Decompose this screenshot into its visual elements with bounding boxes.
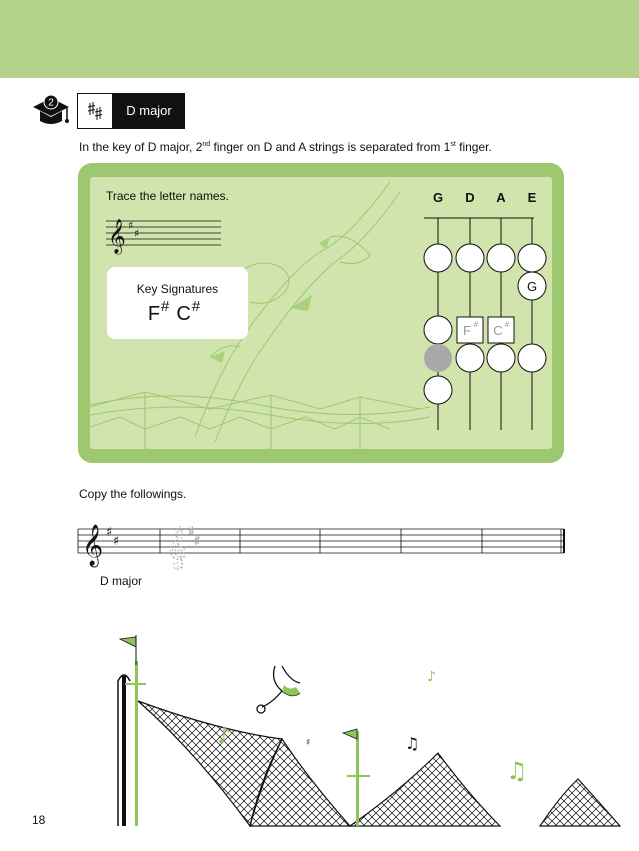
finger-dot bbox=[424, 316, 452, 344]
string-label-a: A bbox=[496, 190, 506, 205]
top-band bbox=[0, 0, 639, 78]
finger-note-f: F bbox=[463, 323, 471, 338]
finger-dot bbox=[487, 344, 515, 372]
key-signature-box bbox=[77, 93, 113, 129]
treble-clef-icon: 𝄞 bbox=[82, 525, 104, 566]
copy-staff bbox=[78, 515, 568, 575]
sharp-f-icon: ♯ bbox=[128, 219, 134, 232]
fingerboard-diagram bbox=[410, 202, 550, 449]
finger-dot-gray bbox=[424, 344, 452, 372]
sharp-icon: ♯ bbox=[306, 738, 311, 748]
key-label: D major bbox=[113, 93, 185, 129]
music-note-icon: ♪ bbox=[217, 724, 232, 749]
intro-text: In the key of D major, 2nd finger on D and A strings is separated from 1st finger. bbox=[79, 140, 492, 154]
sharp-f-icon: ♯ bbox=[106, 525, 113, 540]
page-number: 18 bbox=[32, 813, 46, 827]
exercise-panel bbox=[78, 163, 564, 463]
music-note-icon: ♫ bbox=[405, 734, 420, 753]
exercise-panel-inner bbox=[90, 177, 552, 449]
music-note-icon: ♫ bbox=[506, 757, 528, 785]
key-signatures-card bbox=[107, 267, 248, 339]
key-signatures-notes: F# C# bbox=[147, 298, 202, 325]
finger-note-c: C bbox=[493, 323, 503, 338]
trace-staff bbox=[106, 215, 226, 255]
lesson-number: 2 bbox=[48, 97, 54, 109]
dashed-sharp-icon: ♯ bbox=[194, 534, 201, 549]
key-signature-sharps-icon bbox=[78, 94, 112, 128]
staff-caption: D major bbox=[100, 574, 143, 588]
lesson-header bbox=[30, 93, 190, 131]
circus-net-illustration bbox=[0, 621, 639, 851]
finger-dot bbox=[487, 244, 515, 272]
finger-dot bbox=[456, 344, 484, 372]
finger-note-g: G bbox=[526, 279, 538, 294]
finger-dot bbox=[518, 244, 546, 272]
string-label-g: G bbox=[432, 190, 444, 205]
string-label-d: D bbox=[465, 190, 475, 205]
trace-instruction: Trace the letter names. bbox=[106, 189, 229, 203]
dashed-clef-icon: 𝄞 bbox=[166, 527, 188, 568]
finger-dot bbox=[456, 244, 484, 272]
sharp-c-icon: ♯ bbox=[113, 534, 120, 549]
graduation-cap-icon bbox=[30, 93, 72, 131]
treble-clef-icon: 𝄞 bbox=[108, 219, 126, 254]
finger-dot bbox=[424, 244, 452, 272]
string-label-e: E bbox=[527, 190, 537, 205]
dashed-sharp-icon: ♯ bbox=[188, 525, 195, 540]
music-note-icon: ♪ bbox=[427, 669, 436, 685]
key-signatures-title: Key Signatures bbox=[136, 282, 219, 296]
finger-dot bbox=[424, 376, 452, 404]
copy-instruction: Copy the followings. bbox=[79, 487, 187, 501]
sharp-c-icon: ♯ bbox=[134, 227, 140, 240]
finger-note-f-sharp: # bbox=[473, 320, 479, 329]
finger-dot bbox=[518, 344, 546, 372]
finger-note-c-sharp: # bbox=[504, 320, 510, 329]
